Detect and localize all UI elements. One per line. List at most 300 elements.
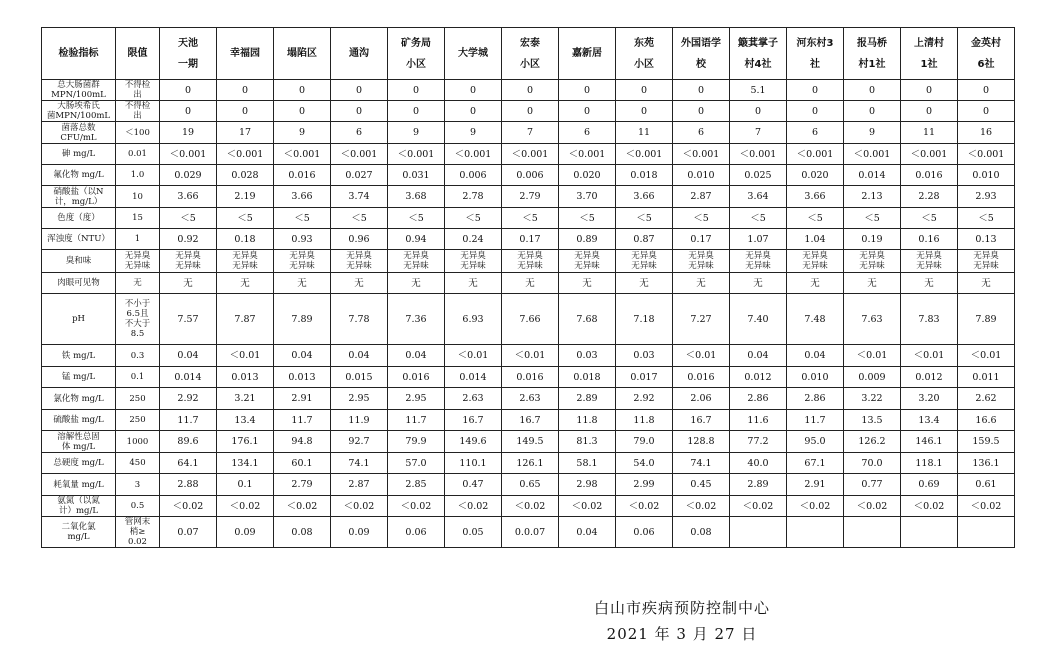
value-cell: 无 bbox=[844, 273, 901, 294]
value-cell: 3.66 bbox=[160, 186, 217, 208]
cell-line: 无异臭 bbox=[289, 251, 315, 261]
value-cell: 0 bbox=[502, 80, 559, 101]
cell-line: 不大于 bbox=[124, 319, 151, 329]
value-cell: 无 bbox=[787, 273, 844, 294]
value-cell: 0.05 bbox=[445, 517, 502, 548]
value-cell: 54.0 bbox=[616, 453, 673, 474]
cell-line: 校 bbox=[696, 58, 706, 70]
indicator-cell bbox=[42, 144, 116, 165]
limit-cell bbox=[116, 294, 160, 345]
value-cell: 11 bbox=[616, 122, 673, 144]
cell-line: 6.5且 bbox=[126, 309, 149, 319]
limit-cell bbox=[116, 453, 160, 474]
cell-line: 0.1 bbox=[130, 372, 145, 382]
cell-line: 铁 mg/L bbox=[61, 350, 96, 361]
value-cell: 0 bbox=[502, 101, 559, 122]
value-cell: ＜5 bbox=[160, 208, 217, 229]
table-row bbox=[42, 294, 1015, 345]
cell-line: 小区 bbox=[520, 58, 540, 70]
value-cell: 0.020 bbox=[787, 165, 844, 186]
cell-line: 出 bbox=[133, 90, 142, 100]
signature-block bbox=[552, 595, 812, 647]
value-cell: 7.87 bbox=[217, 294, 274, 345]
cell-line: 3 bbox=[134, 479, 141, 490]
cell-line: 无异臭 bbox=[859, 251, 885, 261]
value-cell: 0 bbox=[901, 80, 958, 101]
value-cell: 2.86 bbox=[787, 388, 844, 410]
value-cell: 0.0.07 bbox=[502, 517, 559, 548]
value-cell: 79.0 bbox=[616, 431, 673, 453]
cell-line: 无异味 bbox=[124, 261, 151, 271]
table-row bbox=[42, 273, 1015, 294]
value-cell: 无 bbox=[559, 273, 616, 294]
value-cell: 74.1 bbox=[673, 453, 730, 474]
value-cell: 0.006 bbox=[445, 165, 502, 186]
value-cell: 7.89 bbox=[274, 294, 331, 345]
value-cell: 0.16 bbox=[901, 229, 958, 250]
value-cell: 7.66 bbox=[502, 294, 559, 345]
value-cell: 3.64 bbox=[730, 186, 787, 208]
value-cell: 0.014 bbox=[445, 367, 502, 388]
value-cell: 3.66 bbox=[274, 186, 331, 208]
table-row bbox=[42, 208, 1015, 229]
value-cell: 0.03 bbox=[616, 345, 673, 367]
indicator-cell bbox=[42, 80, 116, 101]
cell-line: 计）mg/L bbox=[58, 506, 98, 516]
column-header bbox=[160, 28, 217, 80]
cell-line: 菌落总数 bbox=[61, 122, 96, 133]
value-cell: 7.63 bbox=[844, 294, 901, 345]
cell-line: 幸福园 bbox=[230, 48, 260, 59]
cell-line: 不小于 bbox=[124, 299, 151, 309]
value-cell: 0.92 bbox=[160, 229, 217, 250]
water-quality-table bbox=[41, 27, 1015, 548]
value-cell: 3.20 bbox=[901, 388, 958, 410]
value-cell: 81.3 bbox=[559, 431, 616, 453]
value-cell: 16 bbox=[958, 122, 1015, 144]
cell-line: 梢≥ bbox=[129, 527, 146, 537]
cell-line: 无异臭 bbox=[802, 251, 828, 261]
cell-line: 1000 bbox=[126, 436, 149, 447]
value-cell: 2.91 bbox=[274, 388, 331, 410]
value-cell: 无 bbox=[388, 273, 445, 294]
value-cell: ＜0.001 bbox=[217, 144, 274, 165]
value-cell: 0.94 bbox=[388, 229, 445, 250]
cell-line: 社 bbox=[810, 58, 820, 70]
value-cell bbox=[445, 250, 502, 273]
value-cell bbox=[616, 250, 673, 273]
value-cell: 1.07 bbox=[730, 229, 787, 250]
value-cell: 2.98 bbox=[559, 474, 616, 496]
table-row bbox=[42, 229, 1015, 250]
value-cell: 126.2 bbox=[844, 431, 901, 453]
value-cell: 0.07 bbox=[160, 517, 217, 548]
value-cell: ＜0.001 bbox=[502, 144, 559, 165]
value-cell: 0 bbox=[958, 101, 1015, 122]
cell-line: 管网末 bbox=[124, 517, 151, 527]
value-cell: ＜0.001 bbox=[901, 144, 958, 165]
value-cell: 176.1 bbox=[217, 431, 274, 453]
table-row bbox=[42, 367, 1015, 388]
indicator-cell bbox=[42, 122, 116, 144]
limit-cell bbox=[116, 410, 160, 431]
value-cell: ＜0.02 bbox=[217, 496, 274, 517]
value-cell: 0 bbox=[160, 101, 217, 122]
value-cell: 7.68 bbox=[559, 294, 616, 345]
column-header bbox=[388, 28, 445, 80]
indicator-cell bbox=[42, 294, 116, 345]
value-cell: 11 bbox=[901, 122, 958, 144]
value-cell bbox=[844, 250, 901, 273]
cell-line: 通沟 bbox=[349, 48, 369, 59]
cell-line: 无异味 bbox=[289, 261, 315, 271]
indicator-cell bbox=[42, 229, 116, 250]
table-row bbox=[42, 144, 1015, 165]
value-cell: ＜0.001 bbox=[559, 144, 616, 165]
cell-line: 无异味 bbox=[688, 261, 714, 271]
value-cell: 0.027 bbox=[331, 165, 388, 186]
value-cell: 0 bbox=[673, 101, 730, 122]
table-row bbox=[42, 101, 1015, 122]
cell-line: 砷 mg/L bbox=[61, 149, 96, 159]
value-cell bbox=[331, 250, 388, 273]
value-cell: 0.65 bbox=[502, 474, 559, 496]
value-cell: 11.7 bbox=[388, 410, 445, 431]
value-cell: 0.016 bbox=[502, 367, 559, 388]
value-cell: 6.93 bbox=[445, 294, 502, 345]
cell-line: 无异味 bbox=[175, 261, 201, 271]
cell-line: 1.0 bbox=[130, 170, 145, 180]
value-cell: ＜5 bbox=[331, 208, 388, 229]
cell-line: 菌MPN/100mL bbox=[46, 111, 111, 121]
value-cell: 0.93 bbox=[274, 229, 331, 250]
value-cell: 2.99 bbox=[616, 474, 673, 496]
value-cell: 11.8 bbox=[616, 410, 673, 431]
table-row bbox=[42, 80, 1015, 101]
indicator-cell bbox=[42, 101, 116, 122]
cell-line: 无异味 bbox=[403, 261, 429, 271]
value-cell: ＜5 bbox=[673, 208, 730, 229]
limit-cell bbox=[116, 229, 160, 250]
value-cell: ＜0.001 bbox=[958, 144, 1015, 165]
value-cell: 0.014 bbox=[844, 165, 901, 186]
table-row bbox=[42, 517, 1015, 548]
value-cell: ＜5 bbox=[844, 208, 901, 229]
value-cell: 0 bbox=[787, 80, 844, 101]
value-cell: ＜0.001 bbox=[445, 144, 502, 165]
cell-line: 无异味 bbox=[574, 261, 600, 271]
value-cell: 92.7 bbox=[331, 431, 388, 453]
indicator-cell bbox=[42, 474, 116, 496]
value-cell: 2.88 bbox=[160, 474, 217, 496]
value-cell: ＜0.001 bbox=[331, 144, 388, 165]
value-cell: 11.9 bbox=[331, 410, 388, 431]
table-row bbox=[42, 250, 1015, 273]
value-cell bbox=[901, 250, 958, 273]
value-cell: 0.13 bbox=[958, 229, 1015, 250]
value-cell: 9 bbox=[274, 122, 331, 144]
value-cell: 0.017 bbox=[616, 367, 673, 388]
indicator-cell bbox=[42, 273, 116, 294]
value-cell: 0.031 bbox=[388, 165, 445, 186]
indicator-cell bbox=[42, 367, 116, 388]
value-cell: ＜5 bbox=[730, 208, 787, 229]
table-row bbox=[42, 345, 1015, 367]
cell-line: 无异臭 bbox=[631, 251, 657, 261]
value-cell: 0.04 bbox=[388, 345, 445, 367]
value-cell: 11.6 bbox=[730, 410, 787, 431]
value-cell bbox=[730, 517, 787, 548]
value-cell: 0 bbox=[274, 80, 331, 101]
value-cell: 0.09 bbox=[331, 517, 388, 548]
value-cell bbox=[559, 250, 616, 273]
cell-line: 无异臭 bbox=[460, 251, 486, 261]
cell-line: 氨氮（以氮 bbox=[57, 496, 100, 506]
table-row bbox=[42, 165, 1015, 186]
value-cell: 95.0 bbox=[787, 431, 844, 453]
column-header bbox=[901, 28, 958, 80]
cell-line: 体 mg/L bbox=[61, 441, 96, 452]
value-cell: 0.016 bbox=[274, 165, 331, 186]
value-cell: 2.79 bbox=[274, 474, 331, 496]
indicator-cell bbox=[42, 410, 116, 431]
value-cell: 0.06 bbox=[616, 517, 673, 548]
value-cell bbox=[901, 517, 958, 548]
cell-line: 总硬度 mg/L bbox=[53, 458, 104, 468]
limit-cell bbox=[116, 496, 160, 517]
cell-line: CFU/mL bbox=[60, 132, 97, 143]
cell-line: 6社 bbox=[977, 58, 995, 70]
cell-line: 报马桥 bbox=[857, 37, 887, 49]
cell-line: 氯化物 mg/L bbox=[53, 393, 104, 404]
value-cell: 无 bbox=[730, 273, 787, 294]
value-cell: 7 bbox=[730, 122, 787, 144]
issuing-organization: 白山市疾病预防控制中心 bbox=[593, 599, 770, 617]
value-cell: 0.010 bbox=[958, 165, 1015, 186]
value-cell: 7.18 bbox=[616, 294, 673, 345]
value-cell: 0.012 bbox=[730, 367, 787, 388]
value-cell: 0 bbox=[958, 80, 1015, 101]
value-cell: ＜5 bbox=[559, 208, 616, 229]
value-cell: 无 bbox=[502, 273, 559, 294]
value-cell: ＜0.01 bbox=[958, 345, 1015, 367]
cell-line: 无异味 bbox=[346, 261, 372, 271]
value-cell: 149.6 bbox=[445, 431, 502, 453]
value-cell: 0.028 bbox=[217, 165, 274, 186]
value-cell: 2.85 bbox=[388, 474, 445, 496]
column-header bbox=[331, 28, 388, 80]
table-row bbox=[42, 474, 1015, 496]
value-cell: 0.04 bbox=[331, 345, 388, 367]
value-cell: 0 bbox=[616, 80, 673, 101]
column-header bbox=[844, 28, 901, 80]
value-cell: 0 bbox=[160, 80, 217, 101]
value-cell bbox=[502, 250, 559, 273]
limit-cell bbox=[116, 122, 160, 144]
cell-line: 河东村3 bbox=[796, 37, 834, 49]
value-cell: 6 bbox=[787, 122, 844, 144]
cell-line: 无异味 bbox=[859, 261, 885, 271]
value-cell: 17 bbox=[217, 122, 274, 144]
cell-line: 无异味 bbox=[232, 261, 258, 271]
value-cell: ＜0.02 bbox=[787, 496, 844, 517]
value-cell bbox=[160, 250, 217, 273]
value-cell: 0 bbox=[217, 80, 274, 101]
value-cell: ＜0.02 bbox=[331, 496, 388, 517]
cell-line: 无异臭 bbox=[346, 251, 372, 261]
indicator-cell bbox=[42, 517, 116, 548]
limit-cell bbox=[116, 186, 160, 208]
value-cell: 2.86 bbox=[730, 388, 787, 410]
value-cell: ＜0.001 bbox=[844, 144, 901, 165]
cell-line: 1社 bbox=[920, 58, 938, 70]
value-cell: 16.7 bbox=[673, 410, 730, 431]
value-cell: 0 bbox=[331, 80, 388, 101]
column-header bbox=[274, 28, 331, 80]
value-cell: 64.1 bbox=[160, 453, 217, 474]
value-cell: 0.029 bbox=[160, 165, 217, 186]
value-cell: 7.48 bbox=[787, 294, 844, 345]
cell-line: 肉眼可见物 bbox=[57, 278, 100, 288]
value-cell: 0.016 bbox=[388, 367, 445, 388]
table-row bbox=[42, 122, 1015, 144]
value-cell: 2.78 bbox=[445, 186, 502, 208]
indicator-cell bbox=[42, 345, 116, 367]
value-cell bbox=[388, 250, 445, 273]
value-cell: ＜5 bbox=[787, 208, 844, 229]
value-cell: 7.36 bbox=[388, 294, 445, 345]
value-cell: ＜0.001 bbox=[388, 144, 445, 165]
value-cell: 0.24 bbox=[445, 229, 502, 250]
value-cell: 40.0 bbox=[730, 453, 787, 474]
value-cell bbox=[673, 250, 730, 273]
value-cell: 58.1 bbox=[559, 453, 616, 474]
value-cell: 9 bbox=[388, 122, 445, 144]
cell-line: 无异臭 bbox=[517, 251, 543, 261]
value-cell: 0.45 bbox=[673, 474, 730, 496]
limit-cell bbox=[116, 345, 160, 367]
column-header bbox=[445, 28, 502, 80]
value-cell: 0.47 bbox=[445, 474, 502, 496]
cell-line: 无异臭 bbox=[745, 251, 771, 261]
value-cell: 0 bbox=[445, 80, 502, 101]
value-cell: 136.1 bbox=[958, 453, 1015, 474]
value-cell: 0.04 bbox=[559, 517, 616, 548]
value-cell: 0.77 bbox=[844, 474, 901, 496]
limit-cell bbox=[116, 250, 160, 273]
value-cell: 3.68 bbox=[388, 186, 445, 208]
cell-line: 无异臭 bbox=[574, 251, 600, 261]
value-cell: 无 bbox=[331, 273, 388, 294]
value-cell: ＜0.02 bbox=[160, 496, 217, 517]
value-cell bbox=[274, 250, 331, 273]
value-cell: 0.015 bbox=[331, 367, 388, 388]
cell-line: 耗氧量 mg/L bbox=[53, 479, 104, 490]
value-cell: 2.87 bbox=[331, 474, 388, 496]
value-cell: 3.21 bbox=[217, 388, 274, 410]
value-cell: 0.18 bbox=[217, 229, 274, 250]
value-cell: 0.009 bbox=[844, 367, 901, 388]
value-cell bbox=[958, 517, 1015, 548]
value-cell: 74.1 bbox=[331, 453, 388, 474]
value-cell: 0 bbox=[559, 80, 616, 101]
value-cell: ＜0.001 bbox=[787, 144, 844, 165]
column-header bbox=[958, 28, 1015, 80]
value-cell: ＜0.001 bbox=[730, 144, 787, 165]
value-cell: 无 bbox=[616, 273, 673, 294]
limit-cell bbox=[116, 367, 160, 388]
report-table-wrapper bbox=[41, 27, 1013, 548]
value-cell: 13.4 bbox=[217, 410, 274, 431]
value-cell: ＜0.01 bbox=[673, 345, 730, 367]
cell-line: 矿务局 bbox=[401, 37, 431, 49]
value-cell: 0 bbox=[559, 101, 616, 122]
value-cell bbox=[730, 250, 787, 273]
value-cell: 2.89 bbox=[559, 388, 616, 410]
value-cell: 0.04 bbox=[274, 345, 331, 367]
cell-line: 出 bbox=[133, 111, 142, 121]
value-cell: ＜0.02 bbox=[958, 496, 1015, 517]
cell-line: 无异臭 bbox=[916, 251, 942, 261]
cell-line: 天池 bbox=[178, 37, 198, 49]
value-cell: 0.025 bbox=[730, 165, 787, 186]
value-cell: 0.010 bbox=[673, 165, 730, 186]
indicator-cell bbox=[42, 186, 116, 208]
value-cell: ＜0.02 bbox=[559, 496, 616, 517]
value-cell: 128.8 bbox=[673, 431, 730, 453]
value-cell: 60.1 bbox=[274, 453, 331, 474]
value-cell: 0.013 bbox=[274, 367, 331, 388]
cell-line: 限值 bbox=[127, 48, 148, 59]
value-cell: 0.013 bbox=[217, 367, 274, 388]
indicator-cell bbox=[42, 208, 116, 229]
cell-line: 无异臭 bbox=[403, 251, 429, 261]
value-cell: 0 bbox=[844, 101, 901, 122]
value-cell: 0 bbox=[844, 80, 901, 101]
value-cell: 0.09 bbox=[217, 517, 274, 548]
indicator-cell bbox=[42, 453, 116, 474]
cell-line: 无异味 bbox=[973, 261, 999, 271]
value-cell: 7.57 bbox=[160, 294, 217, 345]
column-header bbox=[787, 28, 844, 80]
cell-line: 无异臭 bbox=[175, 251, 201, 261]
column-header bbox=[616, 28, 673, 80]
limit-cell bbox=[116, 165, 160, 186]
table-row bbox=[42, 186, 1015, 208]
value-cell: 2.89 bbox=[730, 474, 787, 496]
value-cell: 0.96 bbox=[331, 229, 388, 250]
table-row bbox=[42, 388, 1015, 410]
value-cell: ＜0.01 bbox=[901, 345, 958, 367]
cell-line: MPN/100mL bbox=[51, 90, 106, 100]
cell-line: 无异臭 bbox=[688, 251, 714, 261]
column-header bbox=[502, 28, 559, 80]
value-cell: 0.61 bbox=[958, 474, 1015, 496]
cell-line: 二氧化氯 bbox=[61, 522, 96, 532]
value-cell: 0.06 bbox=[388, 517, 445, 548]
value-cell: 0.04 bbox=[730, 345, 787, 367]
value-cell: 0.87 bbox=[616, 229, 673, 250]
table-body bbox=[42, 80, 1015, 548]
value-cell: 77.2 bbox=[730, 431, 787, 453]
value-cell: 3.66 bbox=[787, 186, 844, 208]
value-cell: 7.83 bbox=[901, 294, 958, 345]
value-cell: 13.4 bbox=[901, 410, 958, 431]
value-cell: 118.1 bbox=[901, 453, 958, 474]
value-cell: 146.1 bbox=[901, 431, 958, 453]
indicator-cell bbox=[42, 388, 116, 410]
cell-line: 检验指标 bbox=[58, 48, 99, 59]
